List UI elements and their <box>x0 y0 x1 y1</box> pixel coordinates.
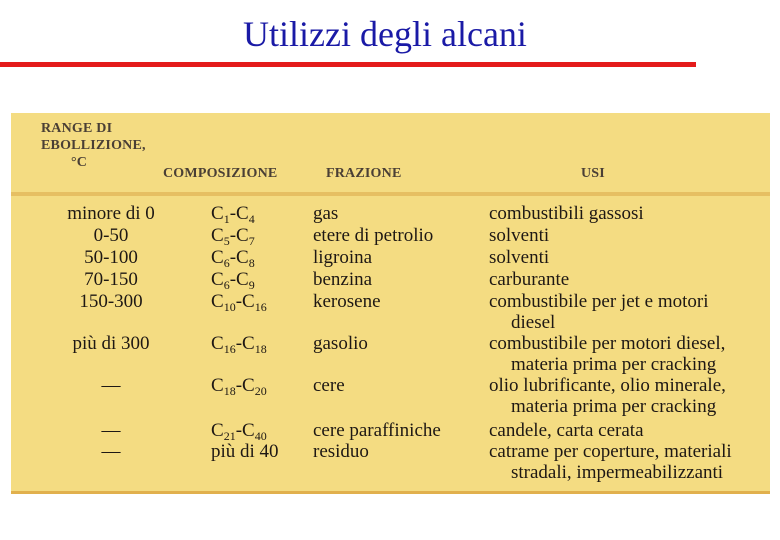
cell-composizione: $C_{16}-C_{18}$ <box>211 333 267 356</box>
cell-usi <box>489 375 726 417</box>
cell-composizione: $C_6-C_8$ <box>211 247 255 270</box>
cell-composizione: più di 40 <box>211 441 279 462</box>
cell-composizione: $C_5-C_7$ <box>211 225 255 248</box>
cell-frazione: cere <box>313 375 345 396</box>
header-range-line: EBOLLIZIONE, <box>41 138 146 153</box>
cell-composizione: $C_1-C_4$ <box>211 203 255 226</box>
usi-line: combustibile per motori diesel, <box>489 333 726 354</box>
page-title: Utilizzi degli alcani <box>243 14 527 54</box>
cell-usi <box>489 269 569 290</box>
cell-frazione: kerosene <box>313 291 381 312</box>
usi-line: catrame per coperture, materiali <box>489 441 732 462</box>
header-usi: USI <box>581 166 605 181</box>
cell-usi <box>489 291 709 333</box>
usi-line: combustibili gassosi <box>489 203 644 224</box>
usi-line: materia prima per cracking <box>511 396 717 417</box>
cell-range: 50-100 <box>84 247 138 268</box>
cell-usi <box>489 203 644 224</box>
usi-line: materia prima per cracking <box>511 354 717 375</box>
cell-composizione: $C_6-C_9$ <box>211 269 255 292</box>
cell-range: — <box>101 420 121 441</box>
usi-line: solventi <box>489 225 550 246</box>
cell-range: 0-50 <box>93 225 129 246</box>
cell-usi <box>489 441 732 483</box>
title-underline <box>0 62 696 67</box>
usi-line: candele, carta cerata <box>489 420 644 441</box>
header-range-line: °C <box>71 155 88 170</box>
cell-frazione: ligroina <box>313 247 373 268</box>
cell-range: 70-150 <box>84 269 138 290</box>
cell-usi <box>489 225 549 246</box>
cell-range: — <box>101 375 121 396</box>
cell-frazione: cere paraffiniche <box>313 420 441 441</box>
cell-frazione: etere di petrolio <box>313 225 434 246</box>
cell-usi <box>489 333 725 375</box>
alkanes-table <box>11 113 770 494</box>
cell-frazione: residuo <box>313 441 369 462</box>
cell-composizione: $C_{10}-C_{16}$ <box>211 291 267 314</box>
cell-frazione: gas <box>313 203 339 224</box>
header-frazione: FRAZIONE <box>326 166 402 181</box>
cell-usi <box>489 420 644 441</box>
header-range-line: RANGE DI <box>41 121 113 136</box>
usi-line: carburante <box>489 269 570 290</box>
cell-range: minore di 0 <box>67 203 155 224</box>
cell-frazione: gasolio <box>313 333 368 354</box>
header-range <box>41 120 171 171</box>
usi-line: combustibile per jet e motori <box>489 291 709 312</box>
usi-line: diesel <box>511 312 556 333</box>
cell-range: più di 300 <box>72 333 150 354</box>
cell-range: 150-300 <box>79 291 143 312</box>
cell-range: — <box>101 441 121 462</box>
header-composizione: COMPOSIZIONE <box>163 166 278 181</box>
cell-composizione: $C_{18}-C_{20}$ <box>211 375 267 398</box>
cell-usi <box>489 247 549 268</box>
cell-frazione: benzina <box>313 269 373 290</box>
usi-line: stradali, impermeabilizzanti <box>511 462 724 483</box>
header-divider <box>11 192 770 196</box>
usi-line: olio lubrificante, olio minerale, <box>489 375 726 396</box>
usi-line: solventi <box>489 247 550 268</box>
cell-composizione: $C_{21}-C_{40}$ <box>211 420 267 443</box>
